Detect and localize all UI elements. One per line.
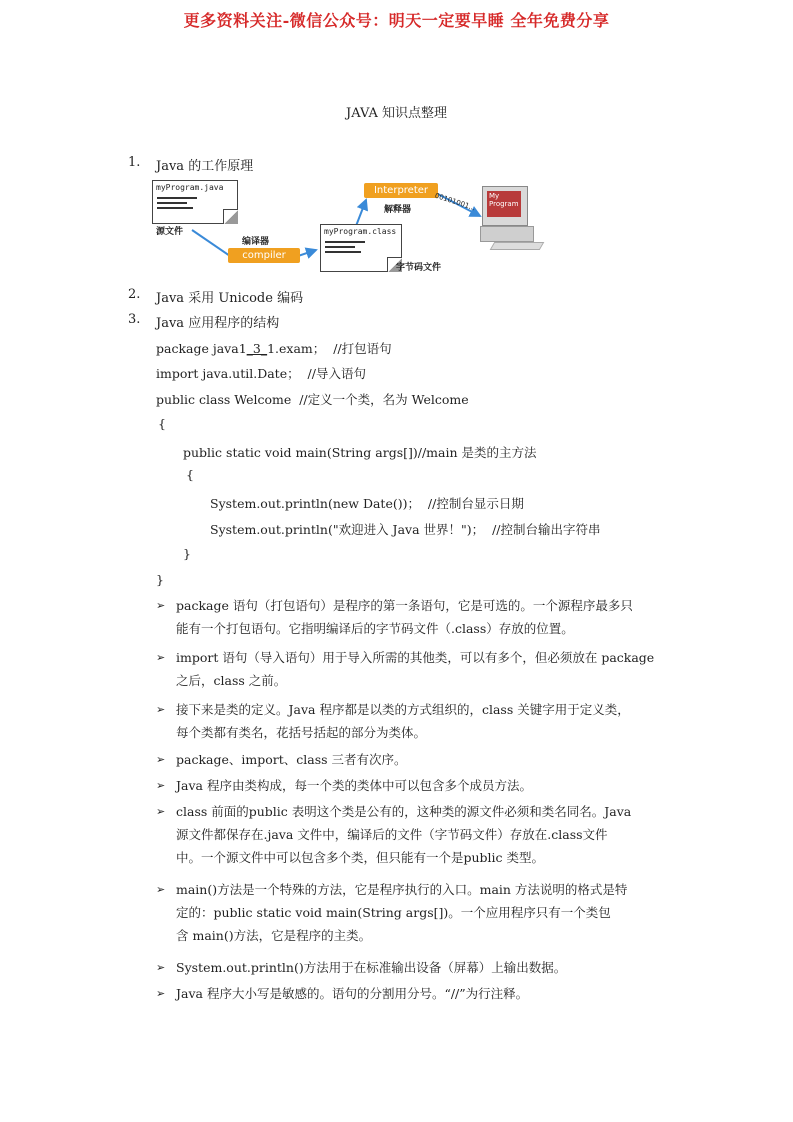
- document-title: JAVA 知识点整理: [346, 106, 447, 121]
- bullet-arrow-icon: ➢: [156, 599, 166, 612]
- interpreter-pill: Interpreter: [364, 183, 438, 198]
- code-line-open-brace: {: [158, 416, 166, 431]
- bullet-item: ➢ package 语句（打包语句）是程序的第一条语句，它是可选的。一个源程序最多只 能有一个打包语句。它指明编译后的字节码文件（.class）存放的位置。: [156, 594, 676, 640]
- source-file-name: myProgram.java: [156, 183, 224, 192]
- code-line-import: import java.util.Date； //导入语句: [156, 366, 366, 381]
- bullet-item: ➢ 接下来是类的定义。Java 程序都是以类的方式组织的，class 关键字用于定义类， 每个类都有类名，花括号括起的部分为类体。: [156, 698, 676, 744]
- code-line-main-close: }: [183, 546, 191, 561]
- section-number-2: 2.: [128, 287, 141, 302]
- class-file-name: myProgram.class: [324, 227, 397, 236]
- bytecode-file-label: 字节码文件: [396, 263, 442, 273]
- code-line-package: package java1_3_1.exam； //打包语句: [156, 341, 392, 356]
- compiler-label: 编译器: [242, 237, 270, 247]
- section-number-3: 3.: [128, 312, 141, 327]
- binary-stream-text: 00101001...: [433, 191, 477, 213]
- code-line-main: public static void main(String args[])//main 是类的主方法: [183, 445, 537, 460]
- bullet-item: ➢ class 前面的public 表明这个类是公有的，这种类的源文件必须和类名同名。Java 源文件都保存在.java 文件中，编译后的文件（字节码文件）存放在.class文件 中。一个源文件中可以包含多个类，但只能有一个是public 类型。: [156, 800, 676, 869]
- section-heading-1: Java 的工作原理: [156, 159, 254, 174]
- keyboard-icon: [490, 242, 545, 250]
- code-line-println-date: System.out.println(new Date())； //控制台显示日期: [210, 496, 524, 511]
- code-line-println-string: System.out.println("欢迎进入 Java 世界！")； //控制台输出字符串: [210, 522, 601, 537]
- interpreter-label: 解释器: [384, 205, 412, 215]
- class-file-icon: [320, 224, 402, 272]
- bullet-item: ➢ main()方法是一个特殊的方法，它是程序执行的入口。main 方法说明的格式是特 定的：public static void main(String args[])。一个应用程序只有一个类包 含 main()方法，它是程序的主类。: [156, 878, 676, 947]
- bullet-item: ➢ package、import、class 三者有次序。: [156, 748, 676, 771]
- code-line-close-brace: }: [156, 572, 164, 587]
- java-workflow-diagram: [152, 178, 552, 278]
- bullet-item: ➢ Java 程序大小写是敏感的。语句的分割用分号。“//”为行注释。: [156, 982, 676, 1005]
- promo-banner: 更多资料关注-微信公众号：明天一定要早睡 全年免费分享: [183, 11, 610, 30]
- computer-base-icon: [480, 226, 534, 242]
- compiler-pill: compiler: [228, 248, 300, 263]
- bullet-arrow-icon: ➢: [156, 987, 166, 1000]
- code-line-class: public class Welcome //定义一个类，名为 Welcome: [156, 392, 469, 407]
- section-heading-3: Java 应用程序的结构: [156, 316, 280, 331]
- code-line-main-open: {: [186, 467, 194, 482]
- computer-monitor-icon: [482, 186, 528, 226]
- section-heading-2: Java 采用 Unicode 编码: [156, 291, 304, 306]
- bullet-arrow-icon: ➢: [156, 961, 166, 974]
- section-number-1: 1.: [128, 155, 141, 170]
- bullet-arrow-icon: ➢: [156, 805, 166, 818]
- monitor-screen-text: My Program: [487, 191, 521, 217]
- source-file-icon: [152, 180, 238, 224]
- bullet-item: ➢ System.out.println()方法用于在标准输出设备（屏幕）上输出数据。: [156, 956, 676, 979]
- bullet-arrow-icon: ➢: [156, 753, 166, 766]
- arrow-source-to-compiler: [192, 230, 230, 256]
- bullet-item: ➢ Java 程序由类构成，每一个类的类体中可以包含多个成员方法。: [156, 774, 676, 797]
- bullet-arrow-icon: ➢: [156, 651, 166, 664]
- bullet-arrow-icon: ➢: [156, 779, 166, 792]
- bullet-arrow-icon: ➢: [156, 883, 166, 896]
- arrow-class-to-interpreter: [356, 200, 366, 226]
- bullet-arrow-icon: ➢: [156, 703, 166, 716]
- bullet-item: ➢ import 语句（导入语句）用于导入所需的其他类，可以有多个，但必须放在 package 之后，class 之前。: [156, 646, 676, 692]
- source-file-label: 源文件: [156, 227, 184, 237]
